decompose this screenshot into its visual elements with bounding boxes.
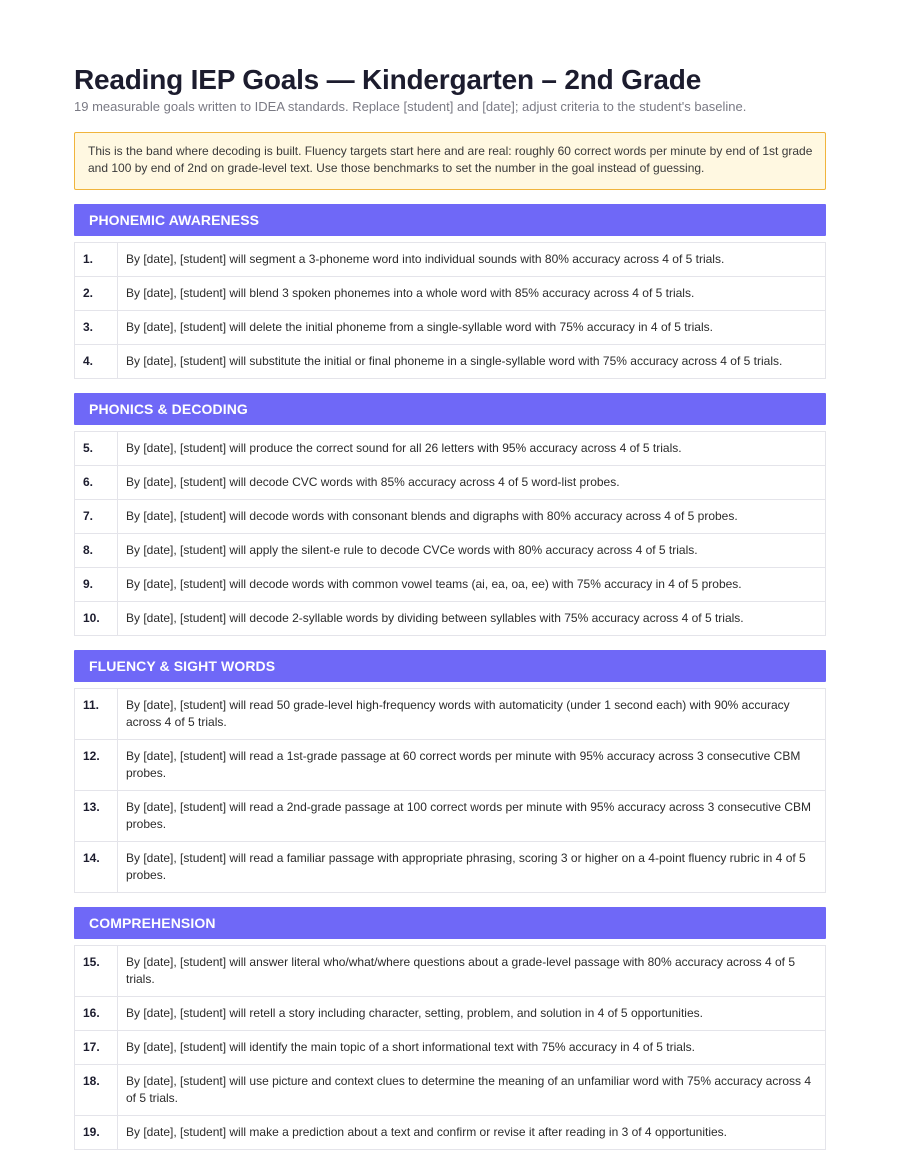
goal-text: By [date], [student] will read a familiar passage with appropriate phrasing, scoring 3 or higher on a 4-point fluency rubric in 4 of 5 probes. <box>118 842 826 893</box>
goals-table <box>74 945 826 1150</box>
goals-table <box>74 242 826 379</box>
goal-row <box>75 740 826 791</box>
goal-section <box>74 650 826 893</box>
goal-text: By [date], [student] will read 50 grade-level high-frequency words with automaticity (under 1 second each) with 90% accuracy across 4 of 5 trials. <box>118 689 826 740</box>
goals-table <box>74 431 826 636</box>
goal-text: By [date], [student] will substitute the initial or final phoneme in a single-syllable word with 75% accuracy across 4 of 5 trials. <box>118 345 826 379</box>
goal-row <box>75 791 826 842</box>
goal-text: By [date], [student] will decode words with consonant blends and digraphs with 80% accuracy across 4 of 5 probes. <box>118 500 826 534</box>
goal-text: By [date], [student] will delete the initial phoneme from a single-syllable word with 75% accuracy in 4 of 5 trials. <box>118 311 826 345</box>
goal-text: By [date], [student] will decode CVC words with 85% accuracy across 4 of 5 word-list probes. <box>118 466 826 500</box>
goal-section <box>74 204 826 379</box>
goal-text: By [date], [student] will make a prediction about a text and confirm or revise it after reading in 3 of 4 opportunities. <box>118 1116 826 1150</box>
goal-number: 11. <box>75 689 118 740</box>
goal-text: By [date], [student] will retell a story including character, setting, problem, and solution in 4 of 5 opportunities. <box>118 997 826 1031</box>
benchmark-note: This is the band where decoding is built. Fluency targets start here and are real: roughly 60 correct words per minute by end of 1st grade and 100 by end of 2nd on grade-level text. Use those benchmarks to set the number in the goal instead of guessing. <box>74 132 826 190</box>
goal-number: 16. <box>75 997 118 1031</box>
goal-text: By [date], [student] will answer literal who/what/where questions about a grade-level passage with 80% accuracy across 4 of 5 trials. <box>118 946 826 997</box>
goal-number: 6. <box>75 466 118 500</box>
goal-row <box>75 243 826 277</box>
goal-row <box>75 500 826 534</box>
goal-text: By [date], [student] will apply the silent-e rule to decode CVCe words with 80% accuracy across 4 of 5 trials. <box>118 534 826 568</box>
goal-row <box>75 1065 826 1116</box>
page-title: Reading IEP Goals — Kindergarten – 2nd Grade <box>74 64 702 95</box>
goal-number: 5. <box>75 432 118 466</box>
goal-number: 10. <box>75 602 118 636</box>
goal-row <box>75 466 826 500</box>
goal-text: By [date], [student] will produce the correct sound for all 26 letters with 95% accuracy across 4 of 5 trials. <box>118 432 826 466</box>
goal-row <box>75 946 826 997</box>
goal-section <box>74 907 826 1150</box>
goals-table <box>74 688 826 893</box>
section-header: COMPREHENSION <box>74 907 826 939</box>
goal-number: 8. <box>75 534 118 568</box>
section-header: FLUENCY & SIGHT WORDS <box>74 650 826 682</box>
goal-number: 18. <box>75 1065 118 1116</box>
goal-number: 17. <box>75 1031 118 1065</box>
goal-row <box>75 1116 826 1150</box>
goal-row <box>75 842 826 893</box>
goal-row <box>75 432 826 466</box>
goal-text: By [date], [student] will decode 2-syllable words by dividing between syllables with 75% accuracy across 4 of 5 trials. <box>118 602 826 636</box>
goal-number: 13. <box>75 791 118 842</box>
goal-number: 1. <box>75 243 118 277</box>
goal-number: 3. <box>75 311 118 345</box>
goal-text: By [date], [student] will identify the main topic of a short informational text with 75% accuracy in 4 of 5 trials. <box>118 1031 826 1065</box>
section-header: PHONICS & DECODING <box>74 393 826 425</box>
goal-number: 15. <box>75 946 118 997</box>
goal-number: 9. <box>75 568 118 602</box>
goal-number: 2. <box>75 277 118 311</box>
goal-row <box>75 997 826 1031</box>
goal-row <box>75 345 826 379</box>
goal-text: By [date], [student] will blend 3 spoken phonemes into a whole word with 85% accuracy across 4 of 5 trials. <box>118 277 826 311</box>
goal-number: 7. <box>75 500 118 534</box>
section-header: PHONEMIC AWARENESS <box>74 204 826 236</box>
document-page <box>74 62 826 1150</box>
goal-text: By [date], [student] will segment a 3-phoneme word into individual sounds with 80% accuracy across 4 of 5 trials. <box>118 243 826 277</box>
goal-row <box>75 568 826 602</box>
goal-row <box>75 277 826 311</box>
goal-number: 19. <box>75 1116 118 1150</box>
goal-number: 14. <box>75 842 118 893</box>
goal-text: By [date], [student] will read a 2nd-grade passage at 100 correct words per minute with 95% accuracy across 3 consecutive CBM probes. <box>118 791 826 842</box>
goal-text: By [date], [student] will use picture and context clues to determine the meaning of an unfamiliar word with 75% accuracy across 4 of 5 trials. <box>118 1065 826 1116</box>
page-subtitle: 19 measurable goals written to IDEA standards. Replace [student] and [date]; adjust criteria to the student's baseline. <box>74 99 747 114</box>
goal-row <box>75 1031 826 1065</box>
goal-row <box>75 311 826 345</box>
goal-row <box>75 689 826 740</box>
goal-text: By [date], [student] will decode words with common vowel teams (ai, ea, oa, ee) with 75% accuracy in 4 of 5 probes. <box>118 568 826 602</box>
goal-row <box>75 602 826 636</box>
goal-sections <box>74 204 826 1150</box>
goal-section <box>74 393 826 636</box>
goal-number: 4. <box>75 345 118 379</box>
goal-number: 12. <box>75 740 118 791</box>
goal-text: By [date], [student] will read a 1st-grade passage at 60 correct words per minute with 95% accuracy across 3 consecutive CBM probes. <box>118 740 826 791</box>
goal-row <box>75 534 826 568</box>
